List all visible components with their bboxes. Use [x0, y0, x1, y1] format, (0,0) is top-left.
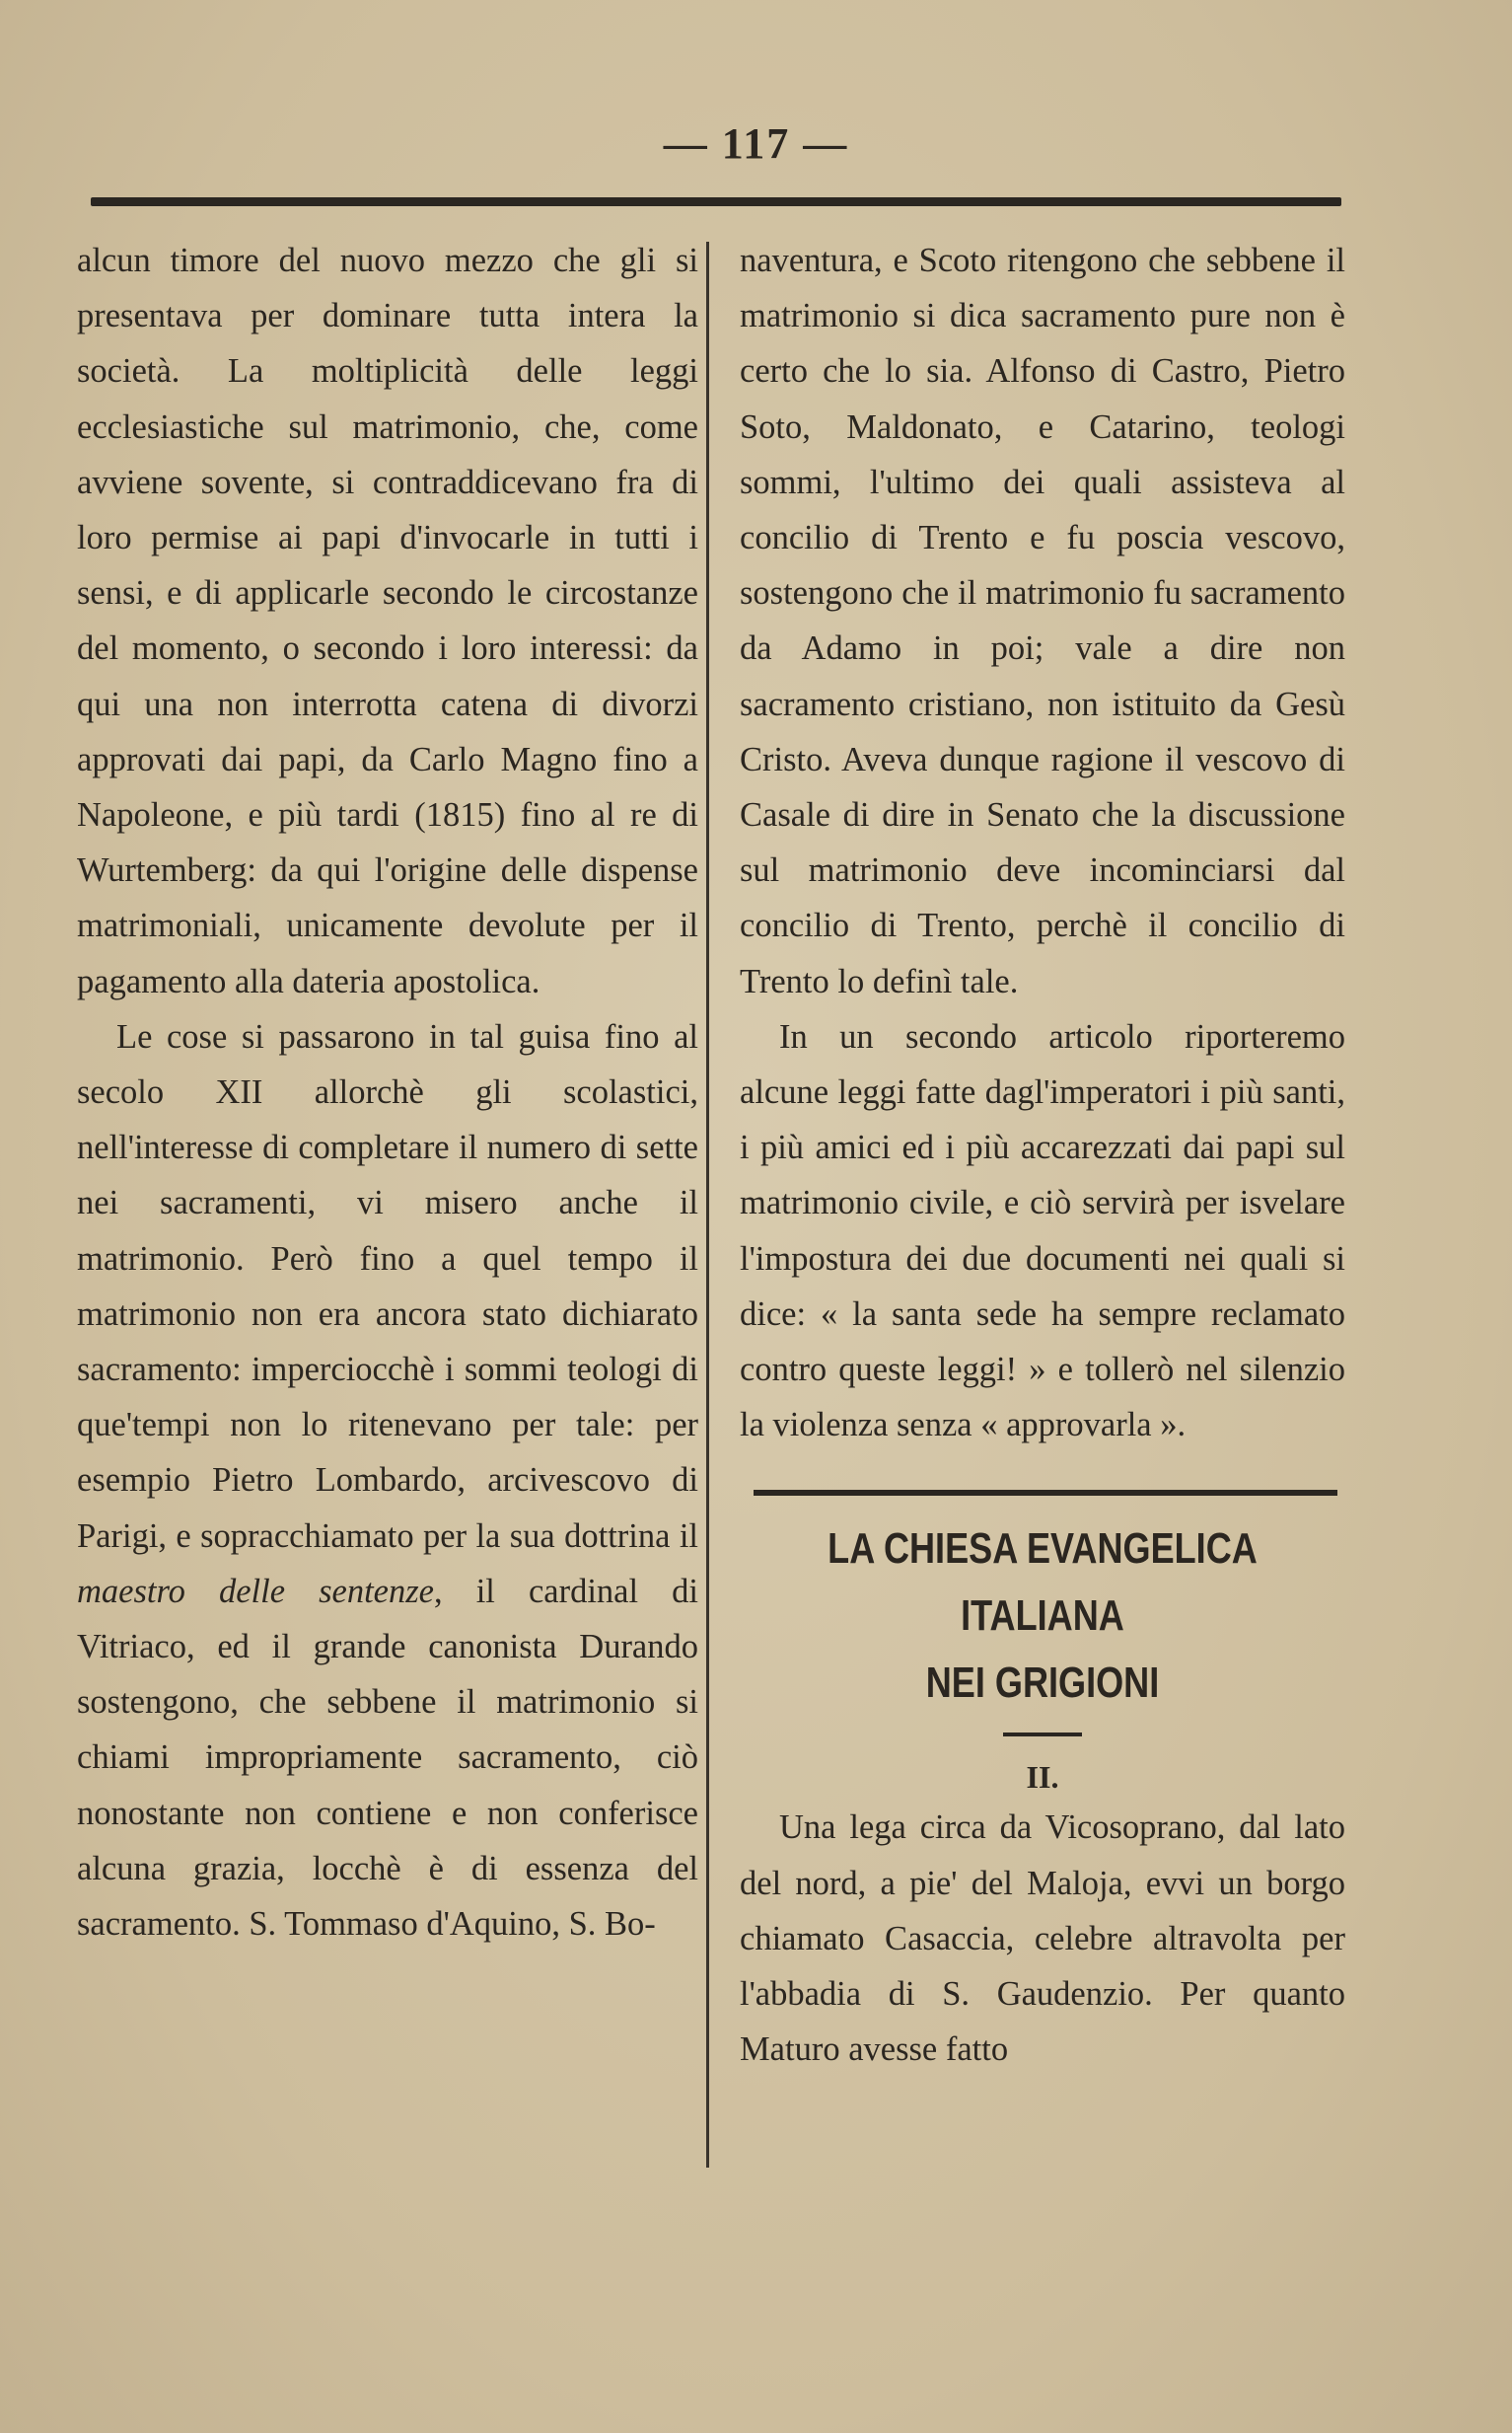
section-title-line-1: LA CHIESA EVANGELICA ITALIANA: [828, 1524, 1258, 1641]
page-number: — 117 —: [663, 119, 849, 168]
column-divider: [706, 242, 709, 2168]
left-column: [77, 233, 698, 1952]
left-paragraph-1: alcun timore del nuovo mezzo che gli si presentava per dominare tutta intera la società. La moltiplicità delle leggi ecclesiastiche sul matrimonio, che, come avviene sovente, si contraddicevano fra di loro permise ai papi d'invocarle in tutti i sensi, e di applicarle secondo le circostanze del momento, o secondo i loro interessi: da qui una non interrotta catena di divorzi approvati dai papi, da Carlo Magno fino a Napoleone, e più tardi (1815) fino al re di Wurtemberg: da qui l'origine delle dispense matrimoniali, unicamente devolute per il pagamento alla dateria apostolica.: [77, 242, 698, 1000]
header-rule: [91, 197, 1341, 206]
left-paragraph-2-text-a: Le cose si passarono in tal guisa fino al secolo XII allorchè gli scolastici, nell'interesse di completare il numero di sette nei sacramenti, vi misero anche il matrimonio. Però fino a quel tempo il matrimonio non era ancora stato dichiarato sacramento: imperciocchè i sommi teologi di que'tempi non lo ritenevano per tale: per esempio Pietro Lombardo, arcivescovo di Parigi, e sopracchiamato per la sua dottrina il: [77, 1017, 698, 1555]
section-rule: [754, 1490, 1337, 1496]
short-rule: [1003, 1733, 1082, 1736]
section-title-line-2: NEI GRIGIONI: [925, 1659, 1160, 1708]
left-paragraph-2-text-b: , il cardinal di Vitriaco, ed il grande canonista Durando sostengono, che sebbene il matrimonio si chiami impropriamente sacramento, ciò nonostante non contiene e non conferisce alcuna grazia, locchè è di essenza del sacramento. S. Tommaso d'Aquino, S. Bo-: [77, 1572, 698, 1944]
right-paragraph-1: naventura, e Scoto ritengono che sebbene il matrimonio si dica sacramento pure non è certo che lo sia. Alfonso di Castro, Pietro Soto, Maldonato, e Catarino, teologi sommi, l'ultimo dei quali assisteva al concilio di Trento e fu poscia vescovo, sostengono che il matrimonio fu sacramento da Adamo in poi; vale a dire non sacramento cristiano, non istituito da Gesù Cristo. Aveva dunque ragione il vescovo di Casale di dire in Senato che la discussione sul matrimonio deve incominciarsi dal concilio di Trento, perchè il concilio di Trento lo definì tale.: [740, 242, 1345, 1000]
right-paragraph-3: Una lega circa da Vicosoprano, dal lato del nord, a pie' del Maloja, evvi un borgo chiamato Casaccia, celebre altravolta per l'abbadia di S. Gaudenzio. Per quanto Maturo avesse fatto: [740, 1808, 1345, 2069]
right-paragraph-2: In un secondo articolo riporteremo alcune leggi fatte dagl'imperatori i più santi, i più amici ed i più accarezzati dai papi sul matrimonio civile, e ciò servirà per isvelare l'impostura dei due documenti nei quali si dice: « la santa sede ha sempre reclamato contro queste leggi! » e tollerò nel silenzio la violenza senza « approvarla ».: [740, 1017, 1345, 1444]
italic-phrase: maestro delle sentenze: [77, 1572, 434, 1610]
section-number: II.: [1026, 1759, 1059, 1796]
right-column: [740, 233, 1345, 2077]
left-paragraph-2: [77, 1009, 698, 1952]
